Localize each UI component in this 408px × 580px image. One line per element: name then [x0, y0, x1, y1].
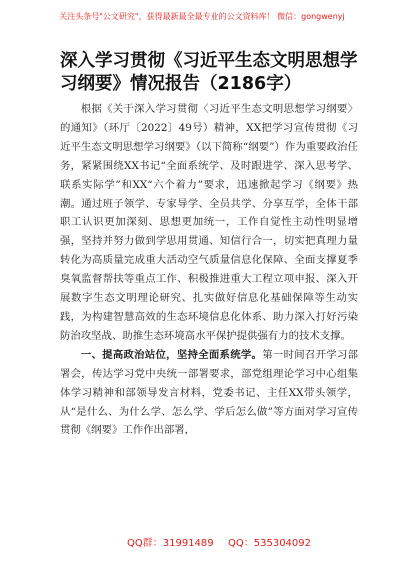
document-title: 深入学习贯彻《习近平生态文明思想学习纲要》情况报告（2186字） — [60, 51, 358, 94]
footer-qq-group: QQ群：31991489 — [127, 538, 214, 549]
top-banner: 关注头条号"公文研究"，获得最新最全最专业的公文资料库！ 微信：gongwenyj — [59, 12, 345, 21]
footer-qq-contact: QQ：535304092 — [228, 538, 312, 549]
intro-paragraph: 根据《关于深入学习贯彻〈习近平生态文明思想学习纲要〉的通知》（环厅〔2022〕49号）精神，XX把学习宣传贯彻《习近平生态文明思想学习纲要》（以下简称“纲要”）作为重要政治任务，紧紧围绕XX书记“全面系统学、及时跟进学、深入思考学、联系实际学”和XX“六个着力”要求，迅速掀起学习《纲要》热潮。通过班子领学、专家导学、全员共学、分享互学，全体干部职工认识更加深刻、思想更加统一，工作自觉性主动性明显增强，坚持并努力做到学思用贯通、知信行合一，切实把真理力量转化为高质量完成重大活动空气质量信息化保障、全面支撑夏季臭氧监督帮扶等重点工作、积极推进重大工程立项申报、深入开展数字生态文明理论研究、扎实做好信息化基础保障等生动实践，为构建智慧高效的生态环境信息化体系、助力深入打好污染防治攻坚战、助推生态环境高水平保护提供强有力的技术支撑。 — [60, 103, 358, 342]
section-1-text: 第一时间召开学习部署会，传达学习党中央统一部署要求，部党组理论学习中心组集体学习精神和部领导发言材料，党委书记、主任XX带头领学，从“是什么、为什么学、怎么学、学后怎么做”等方面对学习宣传贯彻《纲要》工作作出部署， — [60, 348, 359, 437]
section-1-paragraph — [60, 346, 358, 441]
section-1-heading: 一、提高政治站位，坚持全面系统学。 — [80, 348, 263, 361]
document-body — [60, 100, 358, 440]
